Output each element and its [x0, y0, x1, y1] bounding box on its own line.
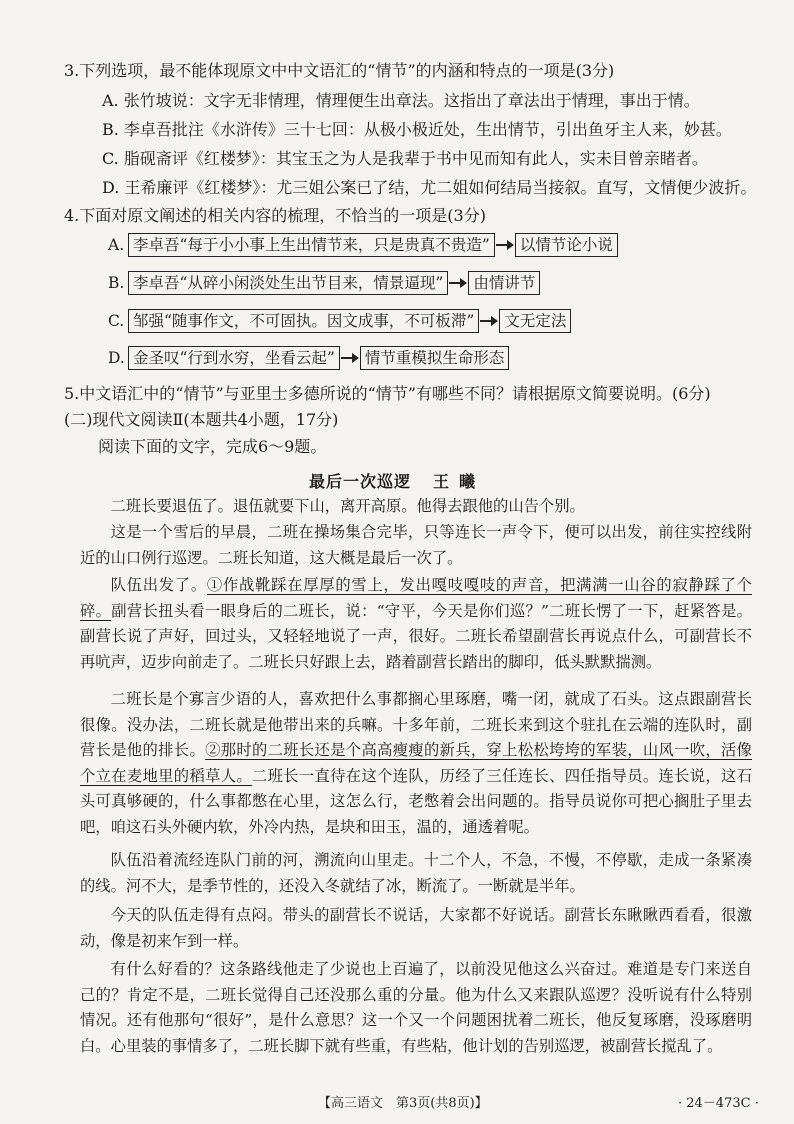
article-author: 王曦: [433, 472, 486, 491]
arrow-right-icon: [480, 316, 498, 326]
article-paragraph-3: [80, 573, 752, 675]
question-4-stem: 4.下面对原文阐述的相关内容的梳理，不恰当的一项是(3分): [64, 206, 486, 225]
question-4-option-a: [108, 233, 618, 257]
underlined-sentence-2: ②那时的二班长还是个高高瘦瘦的新兵，穿上松松垮垮的军装，山风一吹，活像个立在麦地里的稻草人。: [80, 741, 752, 785]
option-label: D.: [108, 349, 125, 367]
option-label: B.: [108, 274, 125, 292]
question-4-option-b: [108, 271, 540, 295]
article-paragraph-6: 今天的队伍走得有点闷。带头的副营长不说话，大家都不好说话。副营长东瞅瞅西看看，很激动，像是初来乍到一样。: [80, 906, 752, 950]
option-label: A.: [108, 236, 125, 254]
flow-target-box: 以情节论小说: [515, 233, 618, 257]
paragraph-text: 队伍出发了。: [110, 576, 207, 594]
article-paragraph-5: 队伍沿着流经连队门前的河，溯流向山里走。十二个人，不急，不慢，不停歇，走成一条紧凑的线。河不大，是季节性的，还没入冬就结了冰，断流了。一断就是半年。: [80, 851, 752, 895]
article-paragraph-1: 二班长要退伍了。退伍就要下山，离开高原。他得去跟他的山告个别。: [110, 497, 585, 515]
footer-page-info: 【高三语文 第3页(共8页)】: [318, 1096, 488, 1111]
question-3-option-b: B. 李卓吾批注《水浒传》三十七回：从极小极近处，生出情节，引出鱼牙主人来，妙甚。: [102, 120, 732, 139]
section-heading: (二)现代文阅读Ⅱ(本题共4小题，17分): [64, 410, 339, 429]
arrow-right-icon: [496, 240, 514, 250]
question-5-stem: 5.中文语汇中的“情节”与亚里士多德所说的“情节”有哪些不同？请根据原文简要说明。(6分): [64, 384, 711, 403]
article-title-line: [0, 469, 794, 492]
question-3-option-a: A. 张竹坡说：文字无非情理，情理便生出章法。这指出了章法出于情理，事出于情。: [102, 91, 700, 110]
arrow-right-icon: [341, 353, 359, 363]
question-3-option-d: D. 王希廉评《红楼梦》：尤三姐公案已了结，尤二姐如何结局当接叙。直写，文情便少波折。: [102, 178, 757, 197]
flow-target-box: 文无定法: [499, 309, 571, 333]
article-paragraph-7: 有什么好看的？这条路线他走了少说也上百遍了，以前没见他这么兴奋过。难道是专门来送自己的？肯定不是，二班长觉得自己还没那么重的分量。他为什么又来跟队巡逻？没听说有什么特别情况。还有他那句“很好”，是什么意思？这一个又一个问题困扰着二班长，他反复琢磨，没琢磨明白。心里装的事情多了，二班长脚下就有些重，有些粘，他计划的告别巡逻，被副营长搅乱了。: [80, 960, 752, 1055]
arrow-right-icon: [449, 278, 467, 288]
paragraph-text: 二班长是个寡言少语的人，喜欢把什么事都搁心里琢磨，嘴一闭，就成了石头。这点跟副营长很像。没办法，二班长就是他带出来的兵嘛。十多年前，二班长来到这个驻扎在云端的连队时，副营长是他的排长。: [80, 690, 752, 759]
underlined-sentence-1: ①作战靴踩在厚厚的雪上，发出嘎吱嘎吱的声音，把满满一山谷的寂静踩了个碎。: [80, 576, 752, 620]
flow-target-box: 由情讲节: [468, 271, 540, 295]
flow-source-box: 李卓吾“从碎小闲淡处生出节目来，情景逼现”: [128, 271, 448, 295]
question-3-stem: 3.下列选项，最不能体现原文中中文语汇的“情节”的内涵和特点的一项是(3分): [64, 61, 615, 80]
article-paragraph-4: [80, 687, 752, 840]
question-4-option-d: [108, 346, 509, 370]
reading-instruction: 阅读下面的文字，完成6～9题。: [98, 437, 327, 456]
flow-source-box: 邹强“随事作文，不可固执。因文成事，不可板滞”: [128, 309, 479, 333]
option-label: C.: [108, 312, 125, 330]
paragraph-text: 二班长一直待在这个连队，历经了三任连长、四任指导员。连长说，这石头可真够硬的，什么事都憋在心里，这怎么行，老憋着会出问题的。指导员说你可把心搁肚子里去吧，咱这石头外硬内软，外冷内热，是块和田玉，温的，通透着呢。: [80, 766, 752, 836]
flow-target-box: 情节重模拟生命形态: [360, 346, 510, 370]
article-title: 最后一次巡逻: [308, 472, 411, 491]
flow-source-box: 李卓吾“每于小小事上生出情节来，只是贵真不贵造”: [128, 233, 495, 257]
question-3-option-c: C. 脂砚斋评《红楼梦》：其宝玉之为人是我辈于书中见而知有此人，实未目曾亲睹者。: [102, 149, 708, 168]
footer-exam-code: · 24－473C ·: [678, 1096, 759, 1111]
question-4-option-c: [108, 309, 571, 333]
article-paragraph-2: 这是一个雪后的早晨，二班在操场集合完毕，只等连长一声令下，便可以出发，前往实控线附近的山口例行巡逻。二班长知道，这大概是最后一次了。: [80, 523, 752, 567]
flow-source-box: 金圣叹“行到水穷，坐看云起”: [128, 346, 340, 370]
paragraph-text: 副营长扭头看一眼身后的二班长，说：“守平，今天是你们巡？”二班长愣了一下，赶紧答是。副营长说了声好，回过头，又轻轻地说了一声，很好。二班长希望副营长再说点什么，可副营长不再吭声，迈步向前走了。二班长只好跟上去，踏着副营长踏出的脚印，低头默默揣测。: [80, 601, 752, 671]
